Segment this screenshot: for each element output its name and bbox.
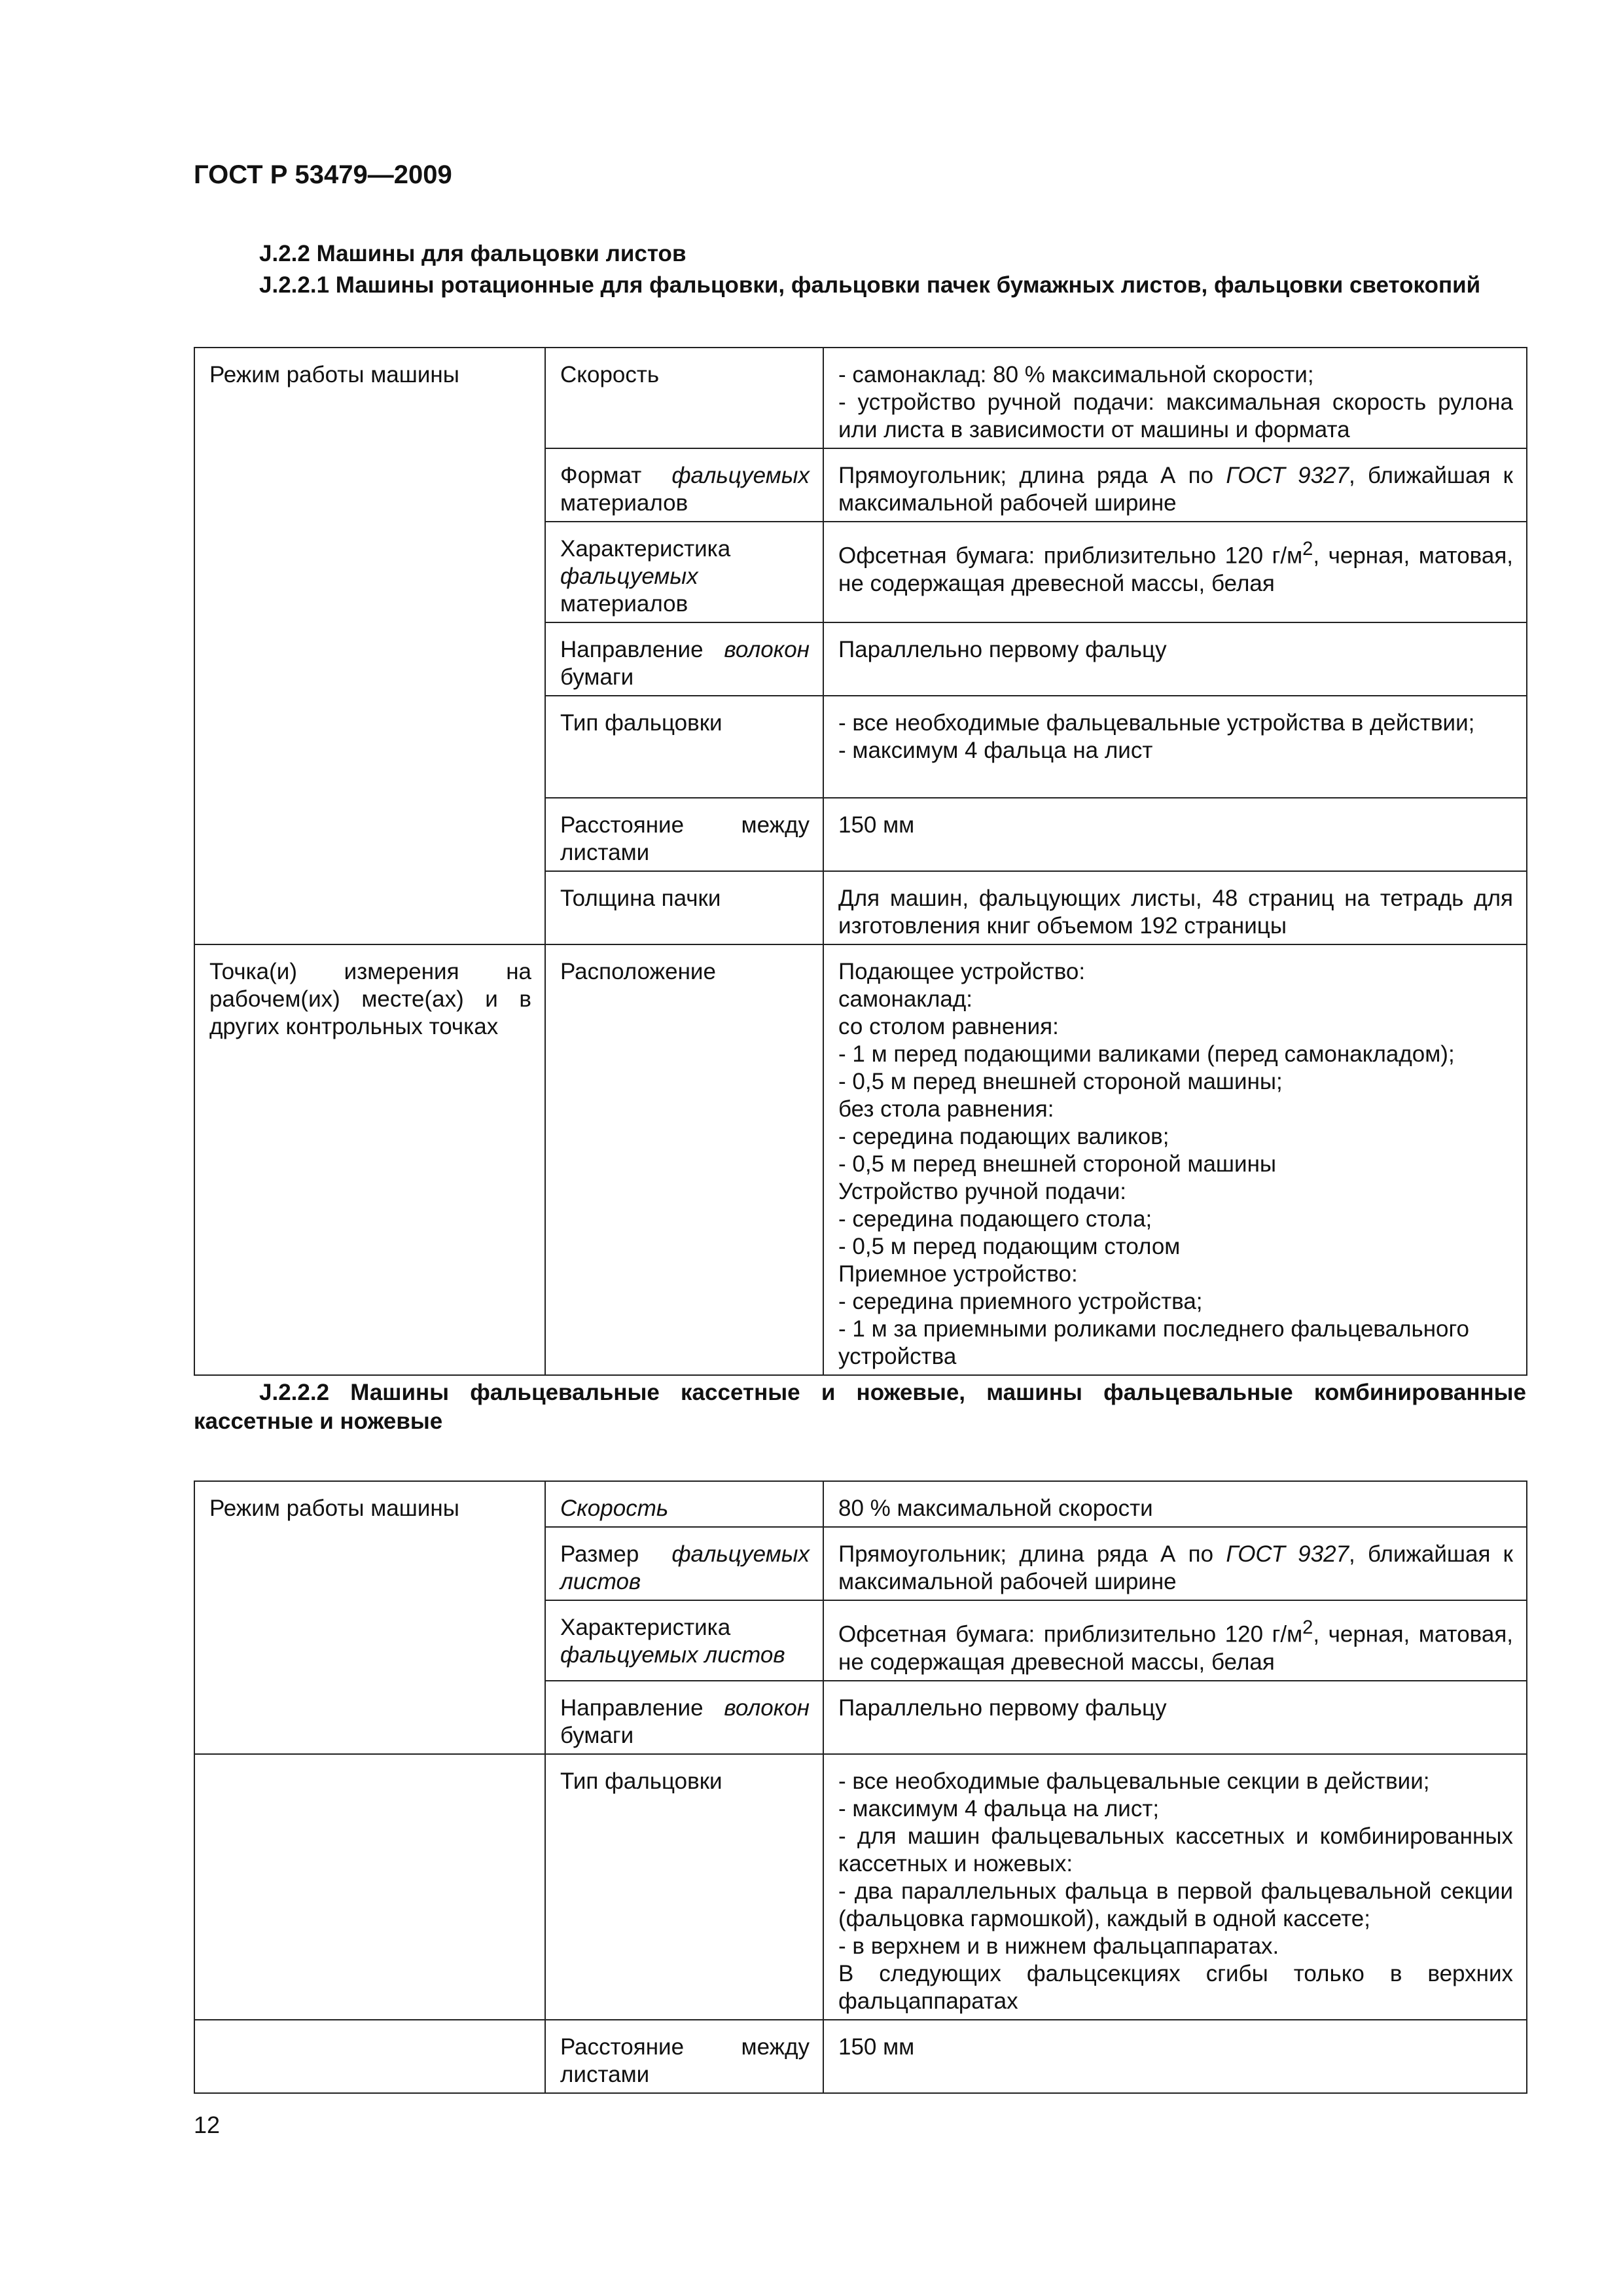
value-line: Приемное устройство: <box>838 1261 1078 1287</box>
value-line: - 0,5 м перед внешней стороной машины; <box>838 1069 1283 1094</box>
param-distance: Расстояние между листами <box>545 2020 823 2093</box>
param-size: Размер фальцуемых листов <box>545 1527 823 1600</box>
table-row <box>194 944 1527 1375</box>
value-characteristic: Офсетная бумага: приблизительно 120 $г/м^2$, черная, матовая, не содержащая древесной массы, белая <box>823 1600 1527 1681</box>
param-fold-type: Тип фальцовки <box>545 696 823 798</box>
param-speed: Скорость <box>545 1481 823 1527</box>
value-distance: 150 мм <box>823 2020 1527 2093</box>
param-direction: Направление волокон бумаги <box>545 1681 823 1754</box>
value-line: - два параллельных фальца в первой фальцевальной секции (фальцовка гармошкой), каждый в одной кассете; <box>838 1878 1513 1931</box>
table-row <box>194 348 1527 448</box>
value-direction: Параллельно первому фальцу <box>823 622 1527 696</box>
value-distance: 150 мм <box>823 798 1527 871</box>
value-line: - максимум 4 фальца на лист <box>838 738 1153 763</box>
value-fold-type <box>823 696 1527 798</box>
page-number: 12 <box>194 2111 221 2138</box>
document-header: ГОСТ Р 53479—2009 <box>194 160 452 189</box>
value-line: - все необходимые фальцевальные секции в действии; <box>838 1768 1430 1794</box>
value-size: Прямоугольник; длина ряда А по ГОСТ 9327, ближайшая к максимальной рабочей ширине <box>823 1527 1527 1600</box>
value-line: - для машин фальцевальных кассетных и комбинированных кассетных и ножевых: <box>838 1823 1513 1876</box>
empty-cell <box>194 2020 545 2093</box>
value-line: - 0,5 м перед внешней стороной машины <box>838 1151 1277 1177</box>
value-characteristic: Офсетная бумага: приблизительно 120 $г/м^2$, черная, матовая, не содержащая древесной массы, белая <box>823 522 1527 622</box>
param-distance: Расстояние между листами <box>545 798 823 871</box>
empty-cell <box>194 1754 545 2020</box>
value-line: - середина приемного устройства; <box>838 1289 1203 1314</box>
table-row <box>194 1754 1527 2020</box>
value-line: - 1 м перед подающими валиками (перед самонакладом); <box>838 1041 1455 1067</box>
value-direction: Параллельно первому фальцу <box>823 1681 1527 1754</box>
param-direction: Направление волокон бумаги <box>545 622 823 696</box>
param-fold-type: Тип фальцовки <box>545 1754 823 2020</box>
section-heading-j22: J.2.2 Машины для фальцовки листов <box>259 241 687 266</box>
value-line: - все необходимые фальцевальные устройства в действии; <box>838 710 1475 736</box>
table-row <box>194 1481 1527 1527</box>
table-rotary-folding-machines <box>194 347 1527 1376</box>
value-line: - 0,5 м перед подающим столом <box>838 1234 1181 1259</box>
value-line: самонаклад: <box>838 986 973 1012</box>
section-heading-j222: J.2.2.2 Машины фальцевальные кассетные и ножевые, машины фальцевальные комбинированные кассетные и ножевые <box>194 1380 1526 1434</box>
value-line: Устройство ручной подачи: <box>838 1179 1126 1204</box>
param-format: Формат фальцуемых материалов <box>545 448 823 522</box>
value-line: - в верхнем и в нижнем фальцаппаратах. <box>838 1933 1279 1959</box>
param-characteristic: Характеристика фальцуемых листов <box>545 1600 823 1681</box>
value-format: Прямоугольник; длина ряда А по ГОСТ 9327, ближайшая к максимальной рабочей ширине <box>823 448 1527 522</box>
section-heading-j221: J.2.2.1 Машины ротационные для фальцовки, фальцовки пачек бумажных листов, фальцовки светокопий <box>259 272 1481 298</box>
table-row <box>194 2020 1527 2093</box>
value-line: - 1 м за приемными роликами последнего фальцевального устройства <box>838 1316 1469 1369</box>
group-label-measurement-points: Точка(и) измерения на рабочем(их) месте(ах) и в других контрольных точках <box>194 944 545 1375</box>
group-label-operating-mode: Режим работы машины <box>194 1481 545 1754</box>
group-label-operating-mode: Режим работы машины <box>194 348 545 944</box>
value-line: Подающее устройство: <box>838 959 1086 984</box>
param-characteristic: Характеристика фальцуемых материалов <box>545 522 823 622</box>
value-speed: 80 % максимальной скорости <box>823 1481 1527 1527</box>
table-cassette-knife-folding-machines <box>194 1480 1527 2094</box>
value-line: - самонаклад: 80 % максимальной скорости; <box>838 362 1314 387</box>
value-location <box>823 944 1527 1375</box>
param-thickness: Толщина пачки <box>545 871 823 944</box>
param-speed: Скорость <box>545 348 823 448</box>
value-line: со столом равнения: <box>838 1014 1059 1039</box>
value-line: без стола равнения: <box>838 1096 1054 1122</box>
value-speed <box>823 348 1527 448</box>
value-line: - середина подающего стола; <box>838 1206 1152 1232</box>
value-fold-type <box>823 1754 1527 2020</box>
value-line: - максимум 4 фальца на лист; <box>838 1795 1160 1821</box>
value-line: - устройство ручной подачи: максимальная скорость рулона или листа в зависимости от машины и формата <box>838 389 1513 442</box>
value-thickness: Для машин, фальцующих листы, 48 страниц на тетрадь для изготовления книг объемом 192 страницы <box>823 871 1527 944</box>
value-line: - середина подающих валиков; <box>838 1124 1169 1149</box>
param-location: Расположение <box>545 944 823 1375</box>
value-line: В следующих фальцсекциях сгибы только в верхних фальцаппаратах <box>838 1960 1513 2014</box>
